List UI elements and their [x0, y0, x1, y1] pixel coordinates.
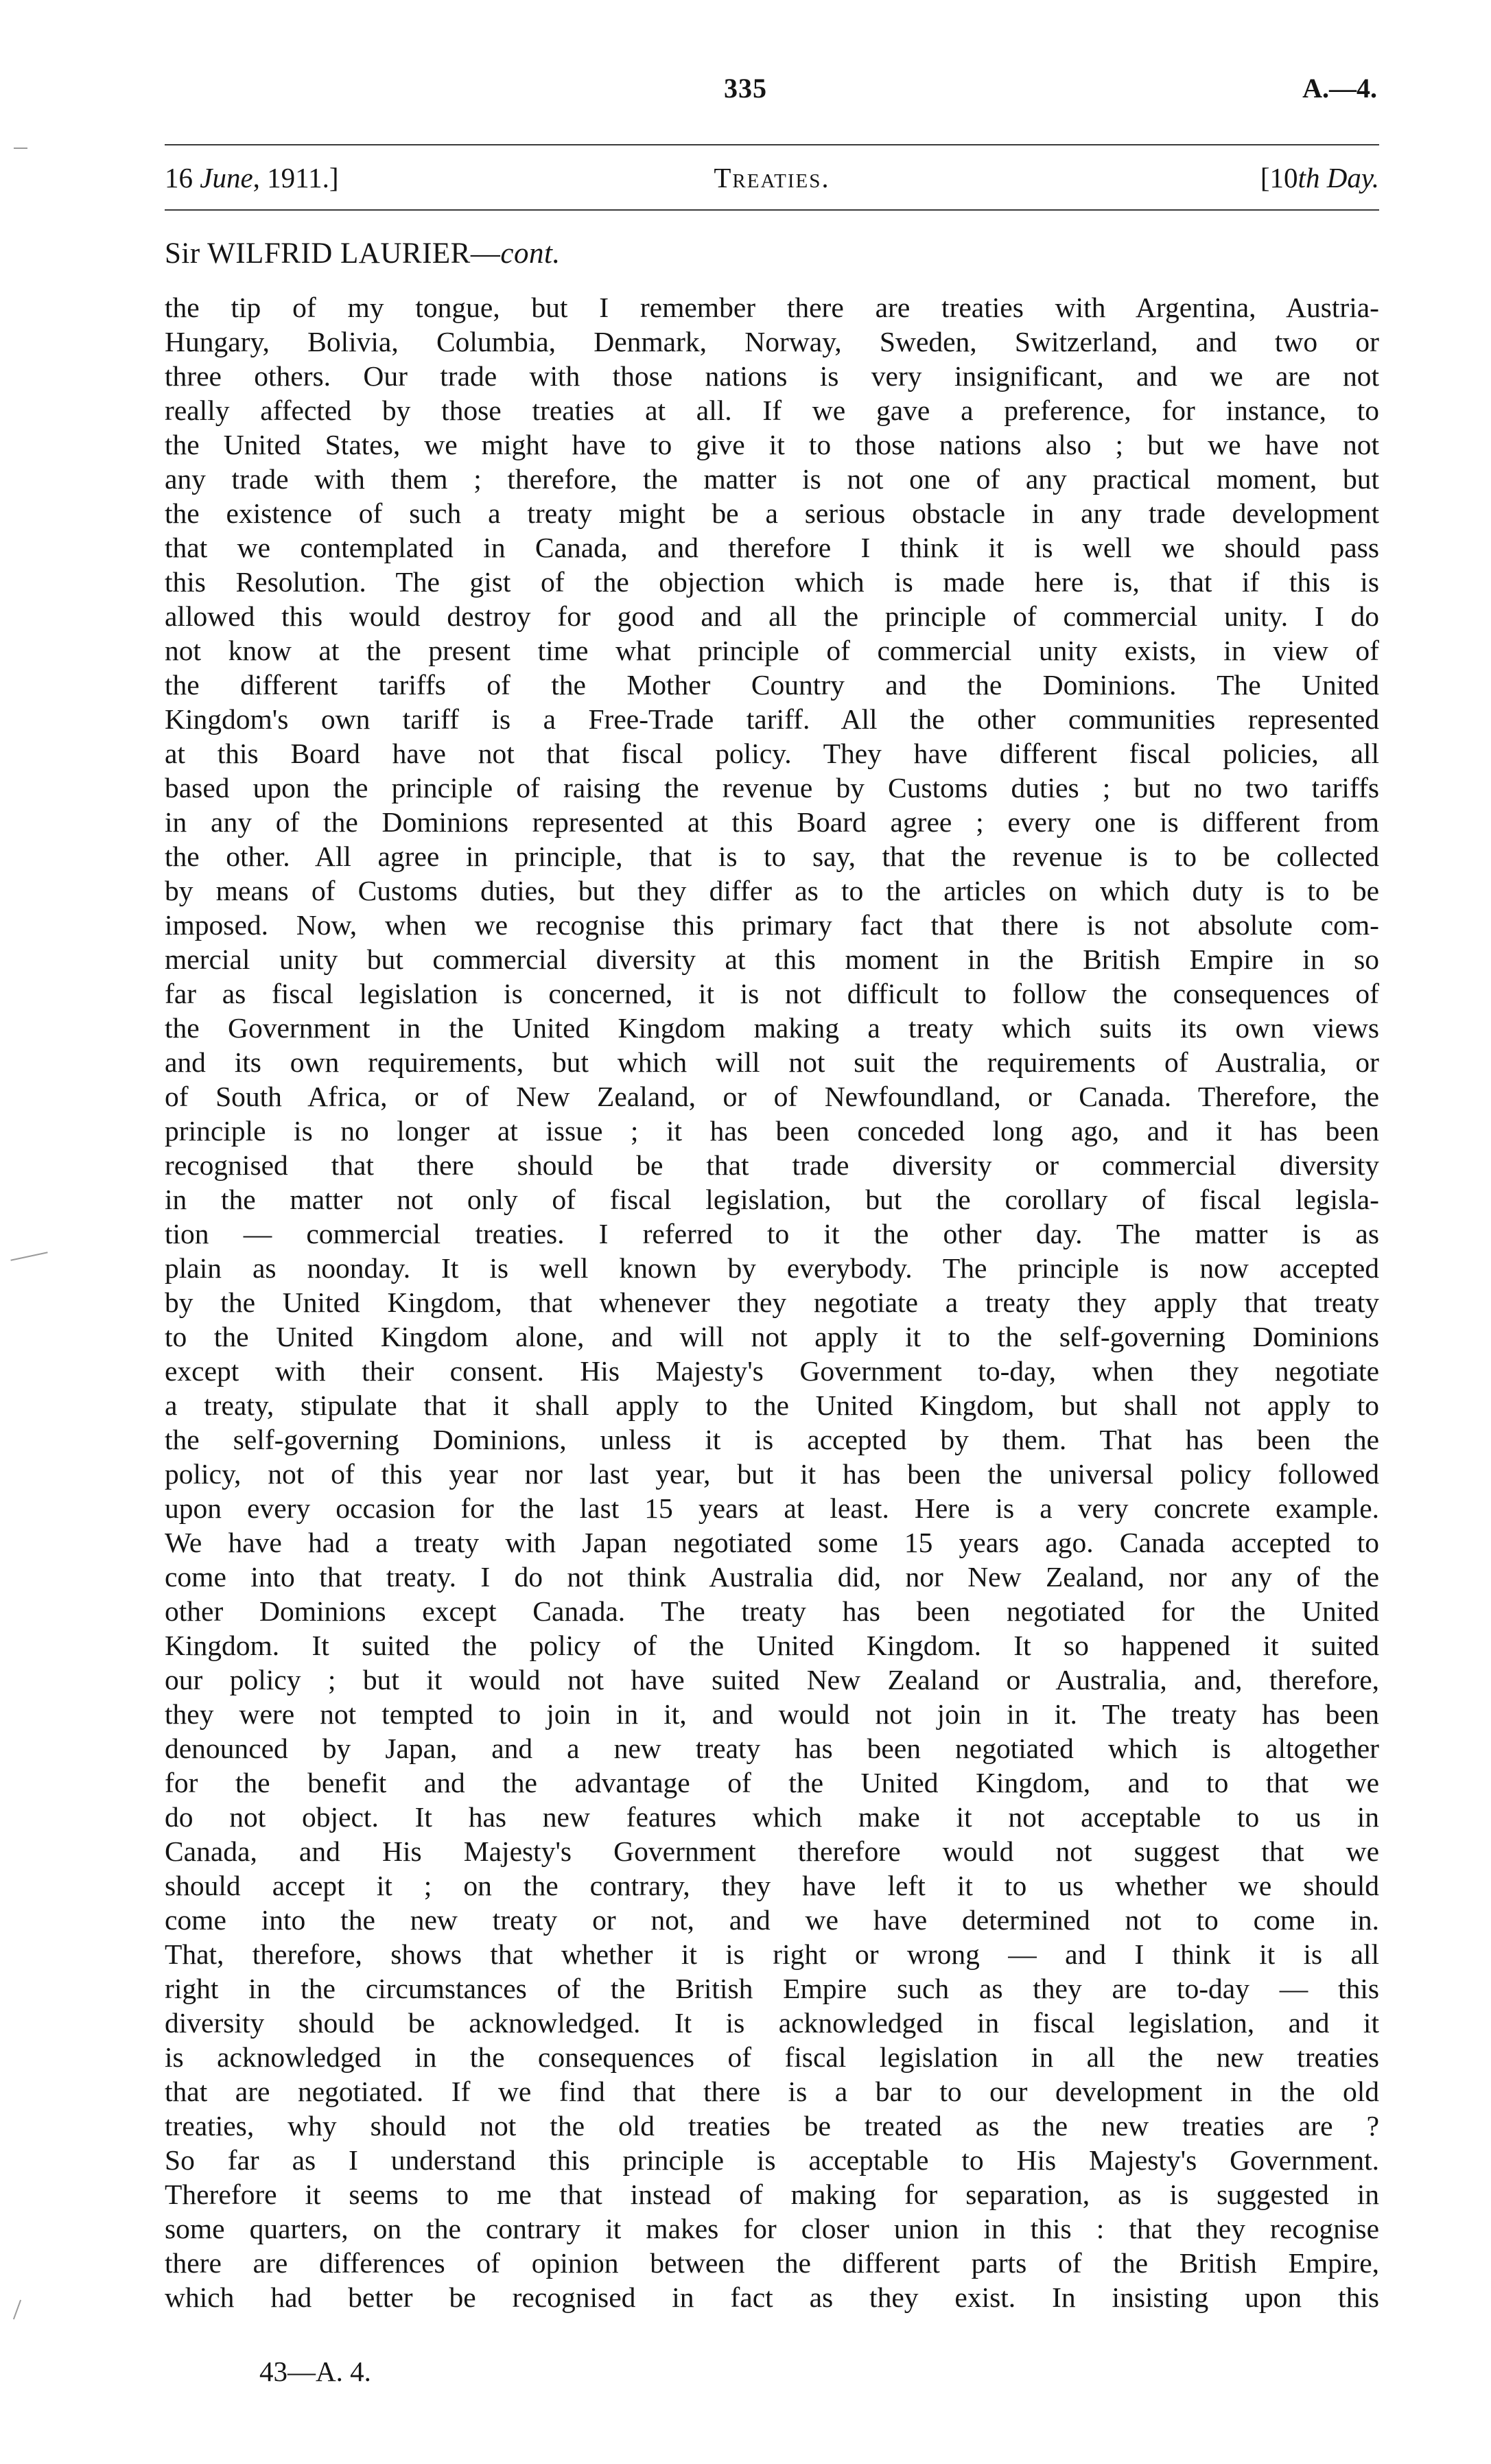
printer-signature: 43—A. 4.	[259, 2356, 371, 2387]
section-title: Treaties.	[714, 162, 830, 193]
header-rule-top	[165, 144, 1379, 145]
running-header	[165, 161, 1379, 200]
margin-mark	[13, 2300, 21, 2320]
margin-mark	[10, 1252, 47, 1260]
paper-reference: A.—4.	[1302, 73, 1377, 104]
sitting-day: [10th Day.	[1260, 162, 1379, 193]
speaker-heading: Sir WILFRID LAURIER—cont.	[165, 237, 561, 270]
header-rule-bottom	[165, 209, 1379, 211]
page-number: 335	[724, 73, 767, 104]
margin-mark	[14, 148, 27, 149]
header-date: 16 June, 1911.]	[165, 162, 339, 193]
speech-body: the tip of my tongue, but I remember there are treaties with Argentina, Austria- Hungary, Bolivia, Columbia, Denmark, Norway, Sweden, Switzerland, and two or three others. Our trade with those nations is very insignificant, and we are not really affected by those treaties at all. If we gave a preference, for instance, to the United States, we might have to give it to those nations also ; but we have not any trade with them ; therefore, the matter is not one of any practical moment, but the existence of such a treaty might be a serious obstacle in any trade development that we contemplated in Canada, and therefore I think it is well we should pass this Resolution. The gist of the objection which is made here is, that if this is allowed this would destroy for good and all the principle of commercial unity. I do not know at the present time what principle of commercial unity exists, in view of the different tariffs of the Mother Country and the Dominions. The United Kingdom's own tariff is a Free-Trade tariff. All the other communities represented at this Board have not that fiscal policy. They have different fiscal policies, all based upon the principle of raising the revenue by Customs duties ; but no two tariffs in any of the Dominions represented at this Board agree ; every one is different from the other. All agree in principle, that is to say, that the revenue is to be collected by means of Customs duties, but they differ as to the articles on which duty is to be imposed. Now, when we recognise this primary fact that there is not absolute com- mercial unity but commercial diversity at this moment in the British Empire in so far as fiscal legislation is concerned, it is not difficult to follow the consequences of the Government in the United Kingdom making a treaty which suits its own views and its own requirements, but which will not suit the requirements of Australia, or of South Africa, or of New Zealand, or of Newfoundland, or Canada. Therefore, the principle is no longer at issue ; it has been conceded long ago, and it has been recognised that there should be that trade diversity or commercial diversity in the matter not only of fiscal legislation, but the corollary of fiscal legisla- tion — commercial treaties. I referred to it the other day. The matter is as plain as noonday. It is well known by everybody. The principle is now accepted by the United Kingdom, that whenever they negotiate a treaty they apply that treaty to the United Kingdom alone, and will not apply it to the self-governing Dominions except with their consent. His Majesty's Government to-day, when they negotiate a treaty, stipulate that it shall apply to the United Kingdom, but shall not apply to the self-governing Dominions, unless it is accepted by them. That has been the policy, not of this year nor last year, but it has been the universal policy followed upon every occasion for the last 15 years at least. Here is a very concrete example. We have had a treaty with Japan negotiated some 15 years ago. Canada accepted to come into that treaty. I do not think Australia did, nor New Zealand, nor any of the other Dominions except Canada. The treaty has been negotiated for the United Kingdom. It suited the policy of the United Kingdom. It so happened it suited our policy ; but it would not have suited New Zealand or Australia, and, therefore, they were not tempted to join in it, and would not join in it. The treaty has been denounced by Japan, and a new treaty has been negotiated which is altogether for the benefit and the advantage of the United Kingdom, and to that we do not object. It has new features which make it not acceptable to us in Canada, and His Majesty's Government therefore would not suggest that we should accept it ; on the contrary, they have left it to us whether we should come into the new treaty or not, and we have determined not to come in. That, therefore, shows that whether it is right or wrong — and I think it is all right in the circumstances of the British Empire such as they are to-day — this diversity should be acknowledged. It is acknowledged in fiscal legislation, and it is acknowledged in the consequences of fiscal legislation in all the new treaties that are negotiated. If we find that there is a bar to our development in the old treaties, why should not the old treaties be treated as the new treaties are ? So far as I understand this principle is acceptable to His Majesty's Government. Therefore it seems to me that instead of making for separation, as is suggested in some quarters, on the contrary it makes for closer union in this : that they recognise there are differences of opinion between the different parts of the British Empire, which had better be recognised in fact as they exist. In insisting upon this	[165, 292, 1379, 2313]
